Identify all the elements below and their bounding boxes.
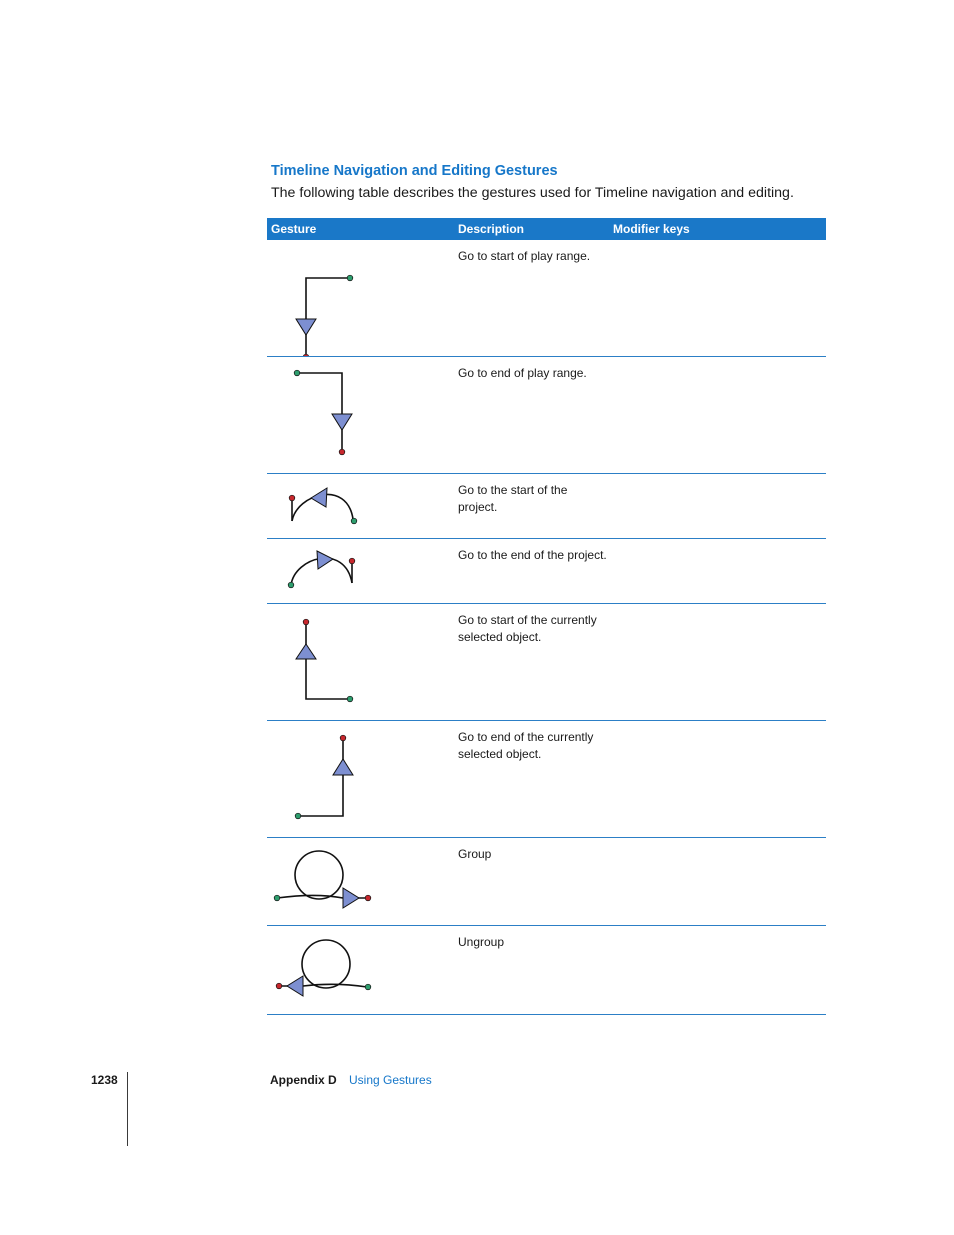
footer-divider — [127, 1072, 128, 1146]
table-row — [267, 926, 826, 1015]
row-description: Go to the end of the project. — [458, 548, 607, 562]
row-description: Go to end of play range. — [458, 366, 587, 380]
row-description: Ungroup — [458, 935, 505, 949]
table-row — [267, 539, 826, 604]
gesture-right-hook-down-icon — [267, 357, 457, 473]
section-intro: The following table describes the gestures used for Timeline navigation and editing. — [271, 185, 794, 201]
gesture-arc-right-icon — [267, 539, 457, 603]
gesture-down-hook-left-icon — [267, 240, 457, 356]
table-row — [267, 357, 826, 474]
page-number: 1238 — [91, 1073, 118, 1087]
row-description: Go to end of the currently selected object. — [458, 730, 594, 761]
table-row — [267, 474, 826, 539]
table-row — [267, 721, 826, 838]
table-row — [267, 838, 826, 926]
gesture-right-hook-up-icon — [267, 721, 457, 837]
gesture-up-hook-right-icon — [267, 604, 457, 720]
gesture-loop-right-icon — [267, 838, 457, 925]
gestures-table — [267, 218, 826, 1015]
section-title: Timeline Navigation and Editing Gestures — [271, 163, 558, 179]
row-description: Group — [458, 847, 492, 861]
table-header — [267, 218, 826, 240]
header-description: Description — [458, 222, 525, 236]
row-description: Go to start of the currently selected object. — [458, 613, 597, 644]
header-modifier-keys: Modifier keys — [613, 222, 690, 236]
appendix-label: Appendix D — [270, 1073, 337, 1087]
gesture-arc-left-icon — [267, 474, 457, 538]
row-description: Go to start of play range. — [458, 249, 591, 263]
appendix-title: Using Gestures — [349, 1073, 432, 1087]
row-description: Go to the start of the project. — [458, 483, 568, 514]
table-row — [267, 240, 826, 357]
table-row — [267, 604, 826, 721]
gesture-loop-left-icon — [267, 926, 457, 1014]
header-gesture: Gesture — [271, 222, 317, 236]
